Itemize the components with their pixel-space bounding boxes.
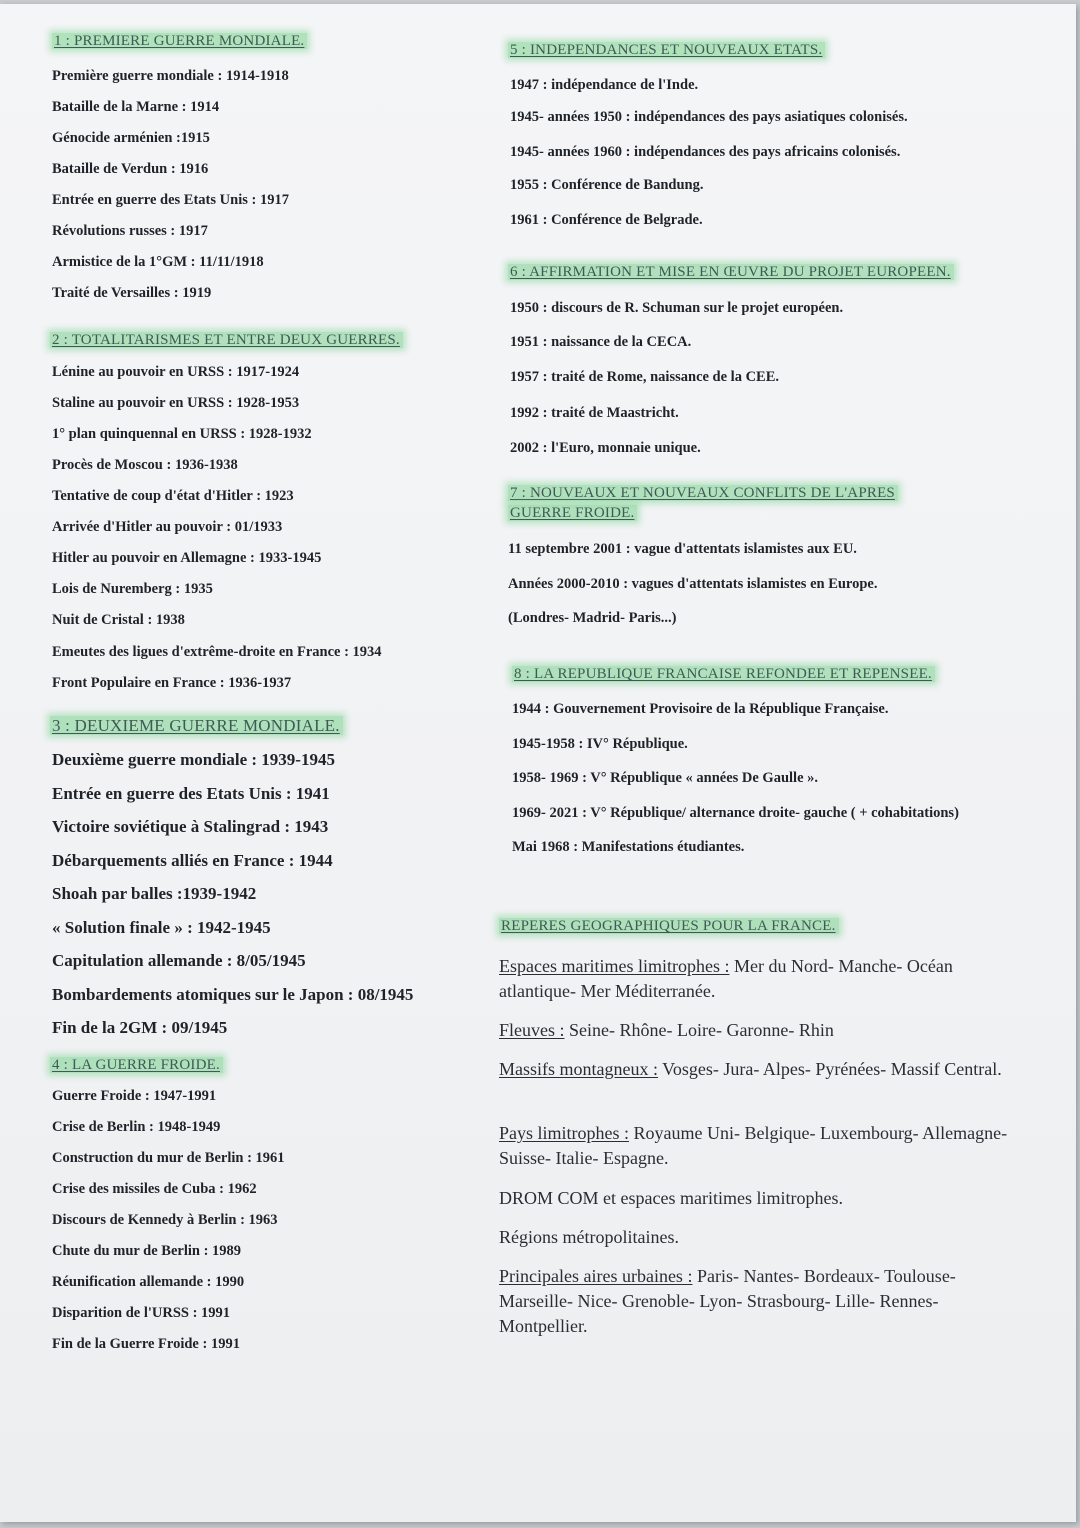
- list-item: 1955 : Conférence de Bandung.: [510, 177, 704, 193]
- list-item: Entrée en guerre des Etats Unis : 1941: [52, 784, 330, 803]
- list-item: Entrée en guerre des Etats Unis : 1917: [52, 192, 289, 208]
- geo-maritime: Espaces maritimes limitrophes : Mer du Nord- Manche- Océan atlantique- Mer Méditerranée.: [499, 956, 953, 1001]
- list-item: Fin de la 2GM : 09/1945: [52, 1018, 228, 1037]
- list-item: Tentative de coup d'état d'Hitler : 1923: [52, 488, 294, 504]
- list-item: 1945-1958 : IV° République.: [512, 736, 688, 752]
- section-8-title: 8 : LA REPUBLIQUE FRANCAISE REFONDEE ET REPENSEE.: [512, 666, 935, 683]
- list-item: Shoah par balles :1939-1942: [52, 884, 257, 903]
- list-item: (Londres- Madrid- Paris...): [508, 610, 677, 626]
- list-item: « Solution finale » : 1942-1945: [52, 918, 271, 937]
- list-item: Staline au pouvoir en URSS : 1928-1953: [52, 395, 300, 411]
- list-item: 1944 : Gouvernement Provisoire de la République Française.: [512, 701, 889, 717]
- section-1-title: 1 : PREMIERE GUERRE MONDIALE.: [52, 33, 307, 50]
- list-item: 1992 : traité de Maastricht.: [510, 405, 679, 421]
- list-item: Crise des missiles de Cuba : 1962: [52, 1181, 257, 1197]
- list-item: 1945- années 1950 : indépendances des pays asiatiques colonisés.: [510, 109, 908, 125]
- list-item: Arrivée d'Hitler au pouvoir : 01/1933: [52, 519, 283, 535]
- section-6-title: 6 : AFFIRMATION ET MISE EN ŒUVRE DU PROJET EUROPEEN.: [508, 264, 954, 281]
- list-item: Bataille de Verdun : 1916: [52, 161, 209, 177]
- list-item: Lois de Nuremberg : 1935: [52, 581, 213, 597]
- list-item: Révolutions russes : 1917: [52, 223, 208, 239]
- list-item: Victoire soviétique à Stalingrad : 1943: [52, 817, 329, 836]
- geo-pays: Pays limitrophes : Royaume Uni- Belgique- Luxembourg- Allemagne- Suisse- Italie- Espagne.: [499, 1123, 1008, 1168]
- list-item: Chute du mur de Berlin : 1989: [52, 1243, 242, 1259]
- list-item: Deuxième guerre mondiale : 1939-1945: [52, 750, 335, 769]
- printed-sheet: [0, 4, 1076, 1522]
- list-item: Procès de Moscou : 1936-1938: [52, 457, 238, 473]
- list-item: 1961 : Conférence de Belgrade.: [510, 212, 703, 228]
- list-item: Crise de Berlin : 1948-1949: [52, 1119, 221, 1135]
- list-item: 11 septembre 2001 : vague d'attentats islamistes aux EU.: [508, 541, 857, 557]
- list-item: 2002 : l'Euro, monnaie unique.: [510, 440, 701, 456]
- section-7-title: 7 : NOUVEAUX ET NOUVEAUX CONFLITS DE L'APRES: [508, 485, 898, 502]
- list-item: 1951 : naissance de la CECA.: [510, 334, 692, 350]
- geo-fleuves: Fleuves : Seine- Rhône- Loire- Garonne- Rhin: [499, 1020, 834, 1040]
- geo-regions: Régions métropolitaines.: [499, 1227, 679, 1247]
- list-item: Fin de la Guerre Froide : 1991: [52, 1336, 240, 1352]
- list-item: Débarquements alliés en France : 1944: [52, 851, 333, 870]
- section-3-title: 3 : DEUXIEME GUERRE MONDIALE.: [50, 716, 343, 736]
- section-7-title-cont: GUERRE FROIDE.: [508, 505, 637, 522]
- list-item: Guerre Froide : 1947-1991: [52, 1088, 217, 1104]
- list-item: 1969- 2021 : V° République/ alternance droite- gauche ( + cohabitations): [512, 805, 959, 821]
- list-item: 1947 : indépendance de l'Inde.: [510, 77, 699, 93]
- section-2-title: 2 : TOTALITARISMES ET ENTRE DEUX GUERRES.: [50, 332, 403, 349]
- geo-drom: DROM COM et espaces maritimes limitrophes.: [499, 1188, 843, 1208]
- list-item: Capitulation allemande : 8/05/1945: [52, 951, 306, 970]
- list-item: Emeutes des ligues d'extrême-droite en France : 1934: [52, 644, 382, 660]
- list-item: 1958- 1969 : V° République « années De Gaulle ».: [512, 770, 819, 786]
- list-item: 1945- années 1960 : indépendances des pays africains colonisés.: [510, 144, 901, 160]
- section-4-title: 4 : LA GUERRE FROIDE.: [50, 1057, 223, 1074]
- list-item: Discours de Kennedy à Berlin : 1963: [52, 1212, 278, 1228]
- list-item: Traité de Versailles : 1919: [52, 285, 212, 301]
- list-item: Mai 1968 : Manifestations étudiantes.: [512, 839, 745, 855]
- list-item: Construction du mur de Berlin : 1961: [52, 1150, 285, 1166]
- list-item: 1° plan quinquennal en URSS : 1928-1932: [52, 426, 312, 442]
- list-item: Nuit de Cristal : 1938: [52, 612, 185, 628]
- list-item: 1950 : discours de R. Schuman sur le projet européen.: [510, 300, 844, 316]
- list-item: Génocide arménien :1915: [52, 130, 210, 146]
- list-item: Réunification allemande : 1990: [52, 1274, 245, 1290]
- list-item: Années 2000-2010 : vagues d'attentats islamistes en Europe.: [508, 576, 878, 592]
- list-item: Armistice de la 1°GM : 11/11/1918: [52, 254, 264, 270]
- section-5-title: 5 : INDEPENDANCES ET NOUVEAUX ETATS.: [508, 42, 825, 59]
- list-item: Lénine au pouvoir en URSS : 1917-1924: [52, 364, 300, 380]
- list-item: Première guerre mondiale : 1914-1918: [52, 68, 289, 84]
- list-item: Disparition de l'URSS : 1991: [52, 1305, 231, 1321]
- list-item: Front Populaire en France : 1936-1937: [52, 675, 292, 691]
- geo-title: REPERES GEOGRAPHIQUES POUR LA FRANCE.: [499, 918, 839, 935]
- list-item: Bataille de la Marne : 1914: [52, 99, 220, 115]
- list-item: Bombardements atomiques sur le Japon : 08/1945: [52, 985, 414, 1004]
- list-item: Hitler au pouvoir en Allemagne : 1933-1945: [52, 550, 322, 566]
- geo-massifs: Massifs montagneux : Vosges- Jura- Alpes- Pyrénées- Massif Central.: [499, 1059, 1002, 1079]
- geo-aires: Principales aires urbaines : Paris- Nantes- Bordeaux- Toulouse- Marseille- Nice- Grenoble- Lyon- Strasbourg- Lille- Rennes- Montpellier.: [499, 1266, 956, 1336]
- list-item: 1957 : traité de Rome, naissance de la CEE.: [510, 369, 780, 385]
